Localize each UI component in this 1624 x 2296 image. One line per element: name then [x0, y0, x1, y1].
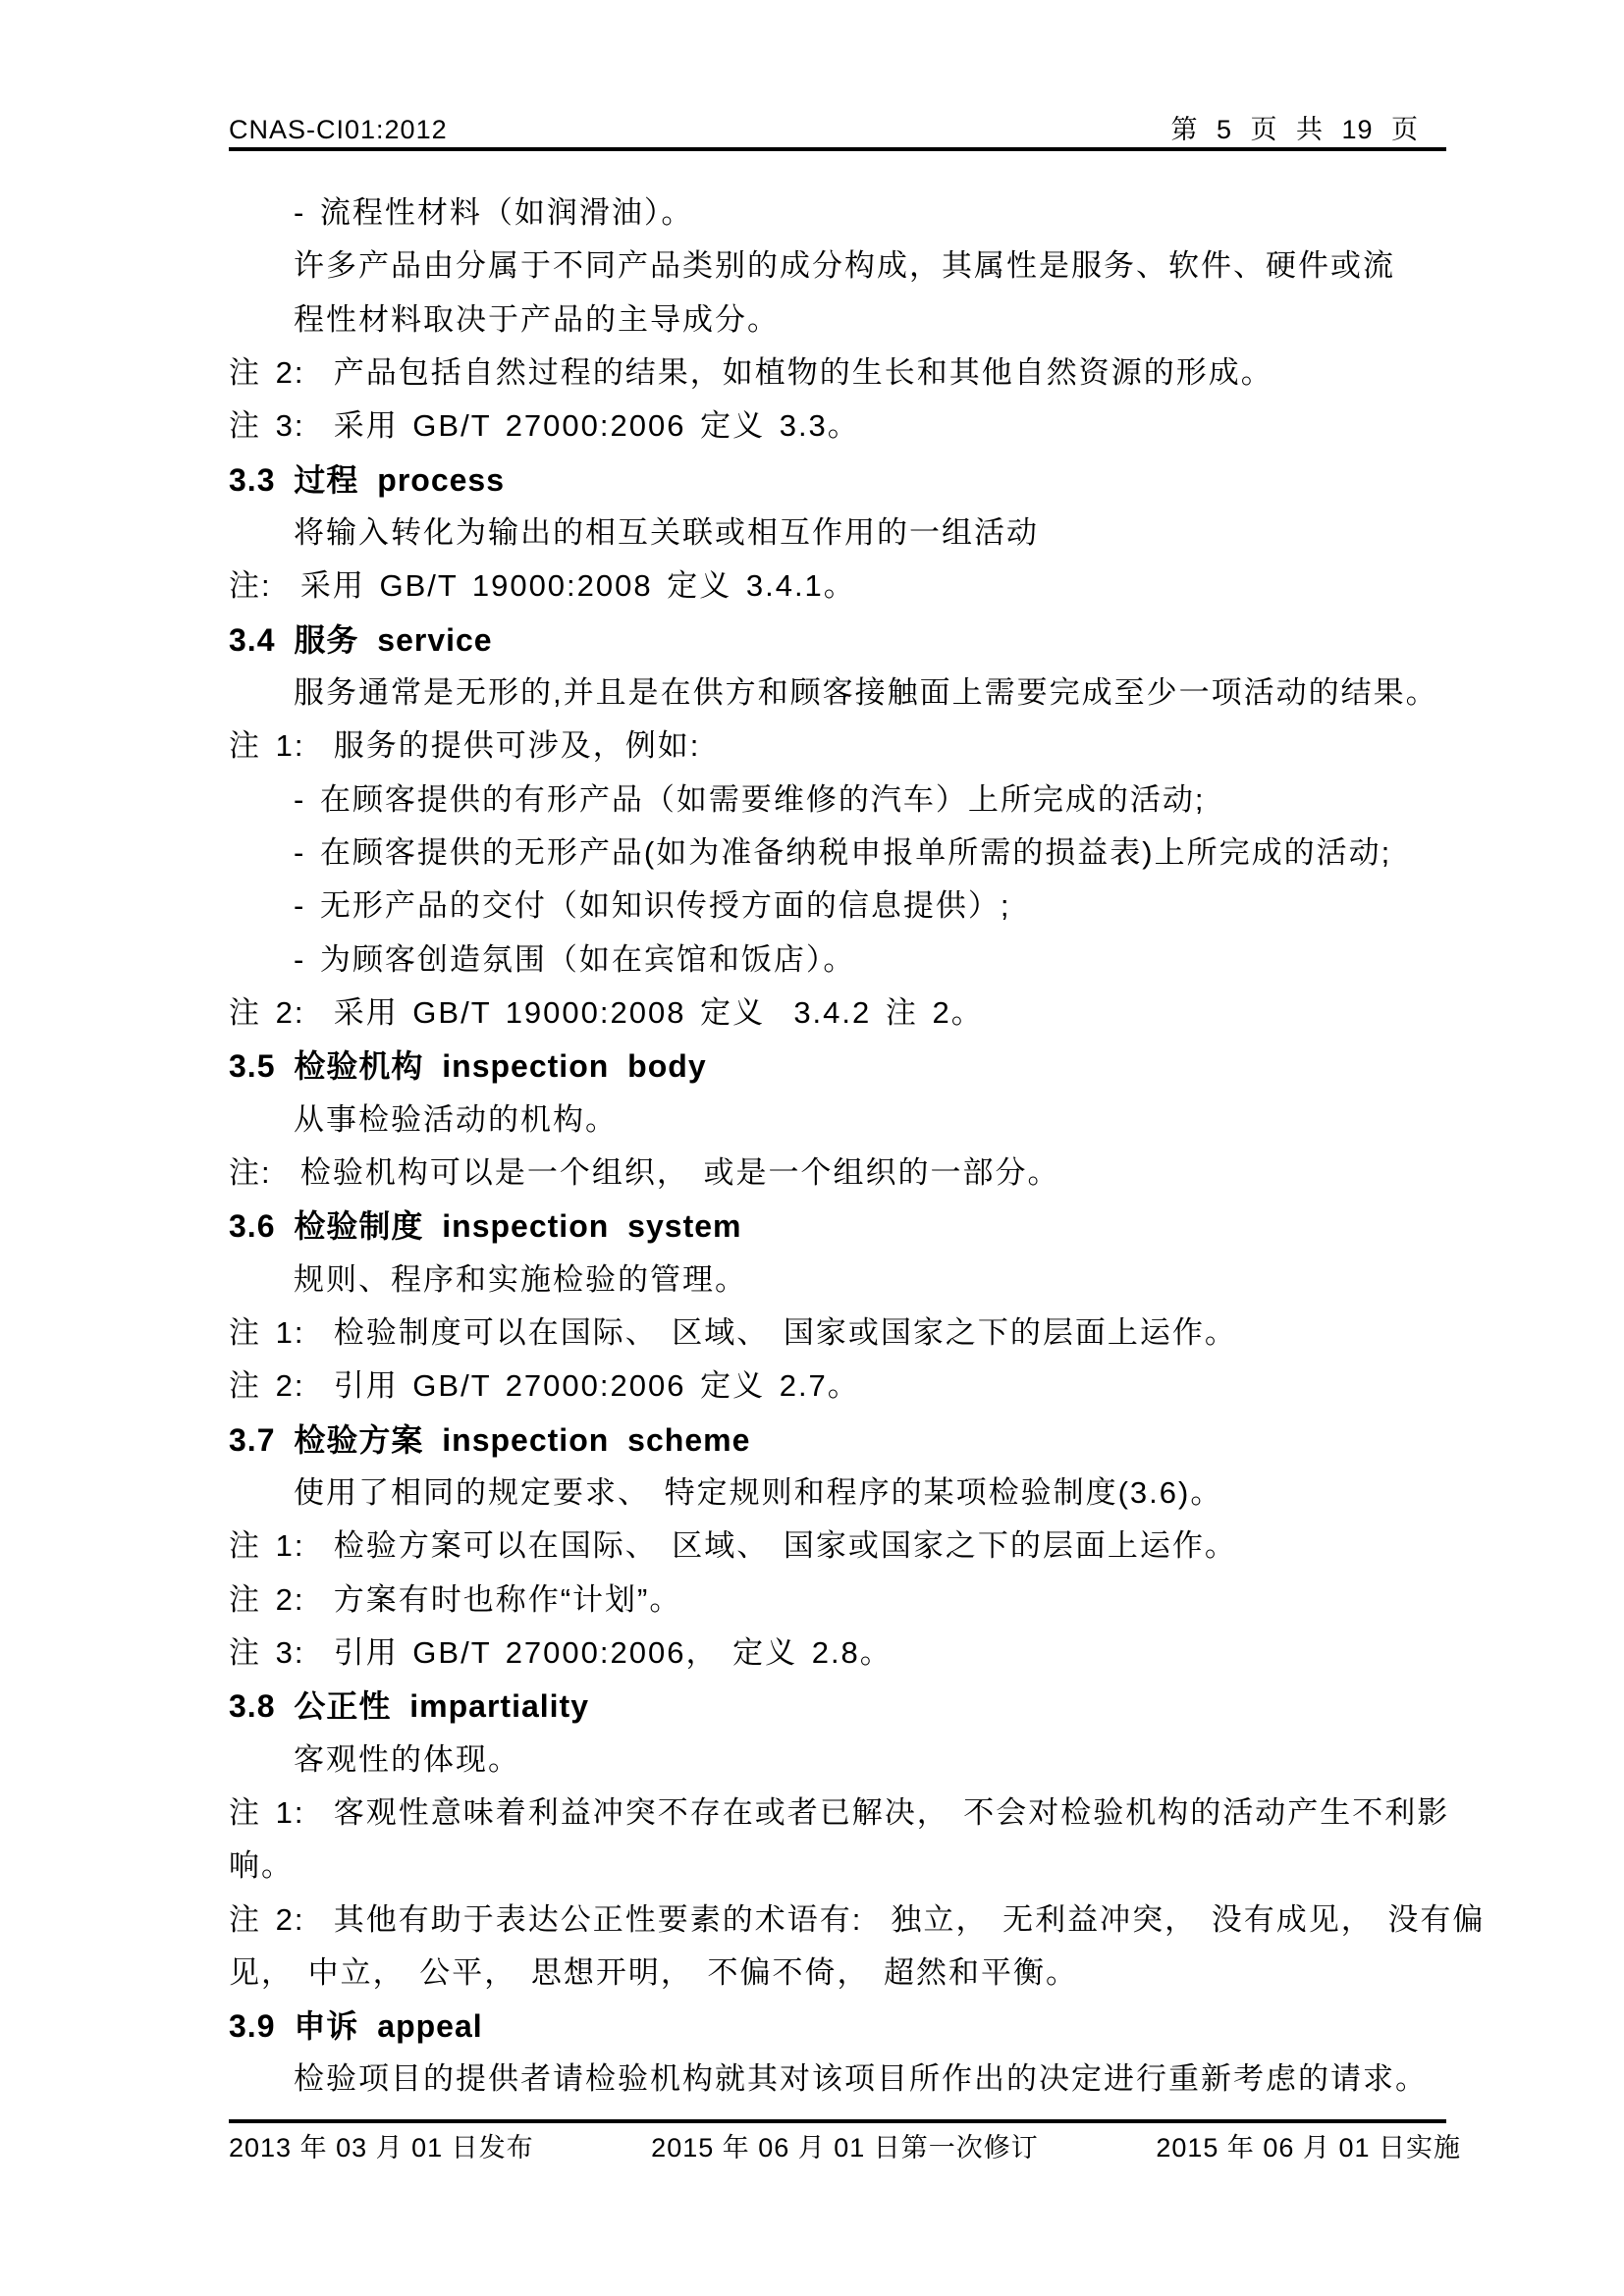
section-heading: 3.7 检验方案 inspection scheme — [229, 1421, 751, 1458]
footer-revision: 2015 年 06 月 01 日第一次修订 — [651, 2133, 1039, 2163]
text-line: 注 2: 方案有时也称作“计划”。 — [229, 1581, 682, 1617]
section-heading: 3.5 检验机构 inspection body — [229, 1048, 707, 1085]
page-header — [229, 110, 1446, 149]
footer-rule — [229, 2119, 1446, 2123]
text-line: 注 2: 采用 GB/T 19000:2008 定义 3.4.2 注 2。 — [229, 994, 984, 1030]
header-page-number: 第 5 页 共 19 页 — [1170, 115, 1419, 144]
footer-issue-date: 2013 年 03 月 01 日发布 — [229, 2133, 534, 2163]
text-line: - 无形产品的交付（如知识传授方面的信息提供）; — [294, 888, 1011, 924]
text-line: 注 1: 检验制度可以在国际、 区域、 国家或国家之下的层面上运作。 — [229, 1314, 1237, 1350]
section-heading: 3.6 检验制度 inspection system — [229, 1208, 742, 1245]
text-line: 注 1: 检验方案可以在国际、 区域、 国家或国家之下的层面上运作。 — [229, 1528, 1237, 1564]
text-line: 使用了相同的规定要求、 特定规则和程序的某项检验制度(3.6)。 — [294, 1474, 1223, 1510]
text-line: 注 3: 采用 GB/T 27000:2006 定义 3.3。 — [229, 408, 860, 444]
document-body — [229, 187, 1486, 2107]
text-line: 注 1: 客观性意味着利益冲突不存在或者已解决， 不会对检验机构的活动产生不利影 — [229, 1794, 1450, 1830]
text-line: 注: 检验机构可以是一个组织， 或是一个组织的一部分。 — [229, 1154, 1060, 1190]
section-heading: 3.4 服务 service — [229, 621, 493, 658]
text-line: 响。 — [229, 1848, 294, 1884]
page-footer — [229, 2128, 1461, 2167]
text-line: 将输入转化为输出的相互关联或相互作用的一组活动 — [294, 514, 1039, 550]
text-line: 程性材料取决于产品的主导成分。 — [294, 301, 780, 337]
text-line: 从事检验活动的机构。 — [294, 1101, 618, 1137]
header-rule — [229, 147, 1446, 151]
text-line: 见， 中立， 公平， 思想开明， 不偏不倚， 超然和平衡。 — [229, 1954, 1079, 1990]
text-line: 注 2: 其他有助于表达公正性要素的术语有: 独立， 无利益冲突， 没有成见， 没有偏 — [229, 1901, 1486, 1937]
text-line: 注 2: 引用 GB/T 27000:2006 定义 2.7。 — [229, 1368, 860, 1404]
text-line: - 在顾客提供的无形产品(如为准备纳税申报单所需的损益表)上所完成的活动; — [294, 834, 1392, 870]
footer-implementation-date: 2015 年 06 月 01 日实施 — [1156, 2133, 1461, 2163]
text-line: 服务通常是无形的,并且是在供方和顾客接触面上需要完成至少一项活动的结果。 — [294, 674, 1438, 710]
section-heading: 3.3 过程 process — [229, 461, 506, 498]
text-line: 注 1: 服务的提供可涉及，例如: — [229, 728, 701, 764]
section-heading: 3.8 公正性 impartiality — [229, 1688, 589, 1725]
text-line: - 流程性材料（如润滑油）。 — [294, 195, 694, 230]
section-heading: 3.9 申诉 appeal — [229, 2008, 483, 2045]
text-line: 注 2: 产品包括自然过程的结果，如植物的生长和其他自然资源的形成。 — [229, 354, 1273, 390]
text-line: 注: 采用 GB/T 19000:2008 定义 3.4.1。 — [229, 568, 856, 604]
text-line: 规则、程序和实施检验的管理。 — [294, 1261, 747, 1297]
text-line: 检验项目的提供者请检验机构就其对该项目所作出的决定进行重新考虑的请求。 — [294, 2061, 1428, 2097]
text-line: - 为顾客创造氛围（如在宾馆和饭店）。 — [294, 941, 856, 977]
text-line: 许多产品由分属于不同产品类别的成分构成，其属性是服务、软件、硬件或流 — [294, 248, 1395, 284]
text-line: - 在顾客提供的有形产品（如需要维修的汽车）上所完成的活动; — [294, 781, 1206, 817]
text-line: 注 3: 引用 GB/T 27000:2006， 定义 2.8。 — [229, 1634, 893, 1670]
header-doc-code: CNAS-CI01:2012 — [229, 115, 448, 144]
text-line: 客观性的体现。 — [294, 1741, 520, 1777]
